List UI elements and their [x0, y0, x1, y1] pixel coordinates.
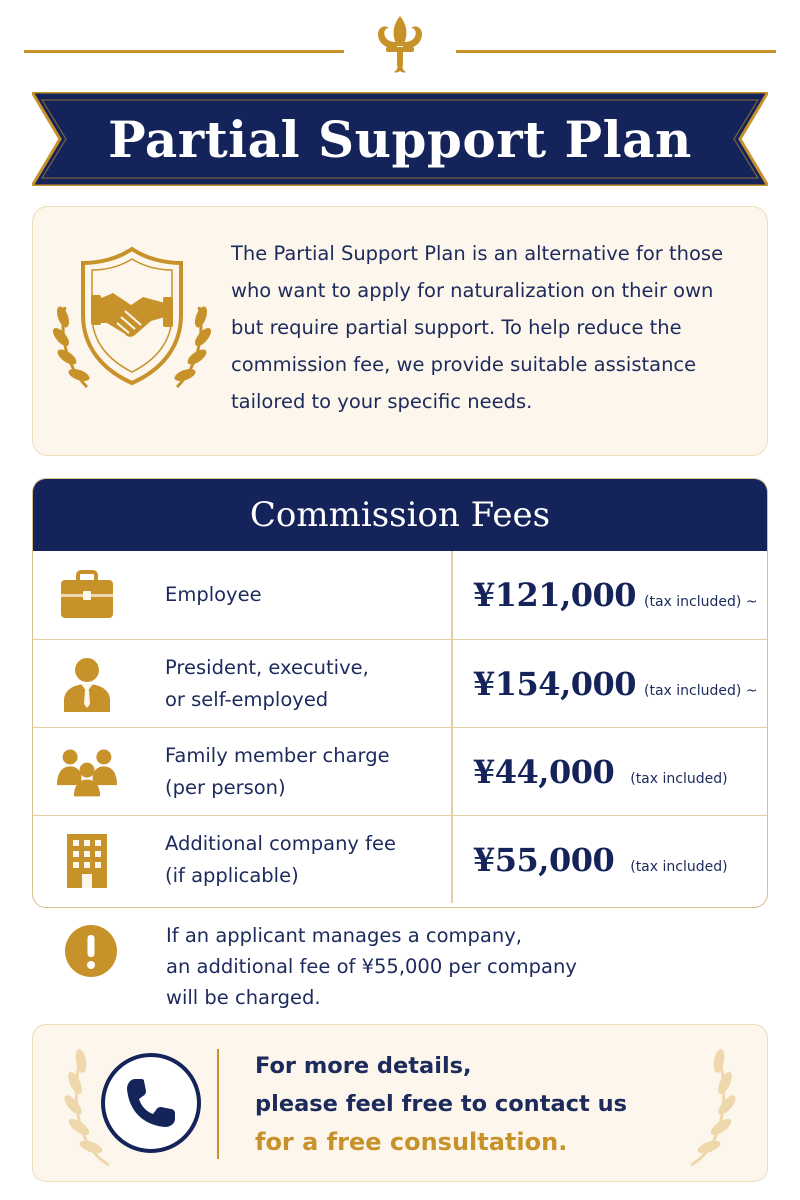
- fee-row-employee: [33, 551, 767, 639]
- fee-label-line: or self-employed: [165, 687, 329, 711]
- price-note: (tax included): [630, 858, 728, 875]
- notice-text: [166, 920, 686, 1013]
- fee-label-line: Family member charge: [165, 743, 390, 767]
- contact-line: please feel free to contact us: [255, 1091, 627, 1117]
- price-amount: ¥44,000: [473, 752, 615, 791]
- fee-row-family: [33, 727, 767, 815]
- notice-line: If an applicant manages a company,: [166, 924, 522, 947]
- fee-row-president: [33, 639, 767, 727]
- price-note: (tax included): [630, 770, 728, 787]
- fee-label: [165, 579, 435, 611]
- fee-row-company: [33, 815, 767, 903]
- contact-divider: [217, 1049, 219, 1159]
- intro-line: who want to apply for naturalization on their own: [231, 279, 714, 302]
- building-icon: [57, 830, 117, 890]
- ornament-line-left: [24, 50, 344, 53]
- title-banner: [32, 92, 768, 186]
- contact-line: For more details,: [255, 1053, 472, 1079]
- fee-divider: [451, 728, 453, 815]
- family-icon: [57, 742, 117, 802]
- price-amount: ¥55,000: [473, 840, 615, 879]
- page-title: Partial Support Plan: [108, 109, 692, 169]
- fleur-de-lis-icon: [364, 12, 436, 84]
- fee-label: [165, 740, 435, 804]
- fee-price: [473, 753, 763, 791]
- contact-message: [255, 1047, 627, 1161]
- intro-line: but require partial support. To help reduce the: [231, 316, 682, 339]
- fee-divider: [451, 816, 453, 903]
- contact-highlight: for a free consultation.: [255, 1128, 568, 1156]
- intro-line: The Partial Support Plan is an alternative for those: [231, 242, 724, 265]
- fee-label-line: Additional company fee: [165, 831, 397, 855]
- fee-divider: [451, 551, 453, 639]
- businessperson-icon: [57, 654, 117, 714]
- shield-handshake-icon: [47, 237, 217, 407]
- notice-line: will be charged.: [166, 986, 321, 1009]
- fee-label-line: Employee: [165, 583, 262, 606]
- fee-label-line: (per person): [165, 775, 286, 799]
- price-note: (tax included) ~: [644, 682, 758, 699]
- fee-label-line: (if applicable): [165, 863, 299, 887]
- briefcase-icon: [57, 565, 117, 625]
- price-amount: ¥154,000: [473, 664, 636, 703]
- price-note: (tax included) ~: [644, 594, 758, 610]
- intro-line: commission fee, we provide suitable assistance: [231, 353, 697, 376]
- fees-header: Commission Fees: [33, 479, 767, 551]
- price-amount: ¥121,000: [473, 576, 636, 614]
- fee-price: [473, 841, 763, 879]
- commission-fees-table: [32, 478, 768, 908]
- intro-card: [32, 206, 768, 456]
- fee-divider: [451, 640, 453, 727]
- phone-icon: [99, 1051, 203, 1155]
- notice-line: an additional fee of ¥55,000 per company: [166, 955, 577, 978]
- exclamation-icon: [64, 924, 118, 978]
- intro-paragraph: [231, 235, 751, 420]
- fee-label: [165, 828, 435, 892]
- ornament-line-right: [456, 50, 776, 53]
- contact-card: [32, 1024, 768, 1182]
- fee-label: [165, 652, 435, 716]
- fee-price: [473, 665, 763, 703]
- laurel-right-icon: [669, 1039, 749, 1169]
- fee-price: [473, 576, 763, 614]
- fee-label-line: President, executive,: [165, 655, 369, 679]
- intro-line: tailored to your specific needs.: [231, 390, 533, 413]
